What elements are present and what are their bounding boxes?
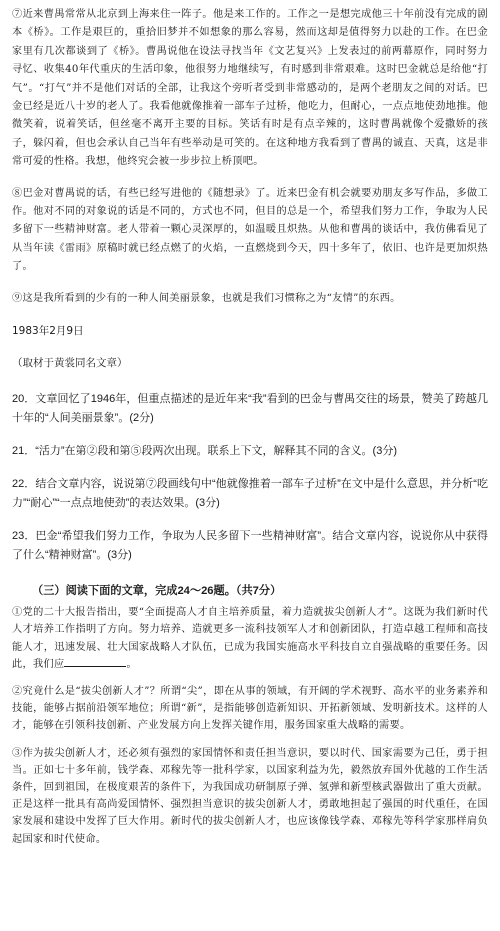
question-22: 22．结合文章内容，说说第⑦段画线句中“他就像推着一部车子过桥”在文中是什么意思，并分析“吃力”“耐心”“一点点地使劲”的表达效果。(3分): [12, 478, 488, 510]
section-3-title: （三）阅读下面的文章，完成24～26题。（共7分）: [32, 585, 282, 598]
essay-date: 1983年2月9日: [12, 325, 84, 338]
section-3-paragraph-1-end: 。: [126, 658, 137, 670]
paragraph-8: ⑧巴金对曹禺说的话，有些已经写进他的《随想录》了。近来巴金有机会就要劝朋友多写作品，多做工作。他对不同的对象说的话是不同的，方式也不同，但目的总是一个，希望我们努力工作，争取为人民多留下一些精神财富。老人带着一颗心灵深厚的，如温暖且炽热。从他和曹禺的谈话中，我仿佛看见了从当年读《雷雨》原稿时就已经点燃了的火焰，一直燃烧到今天，四十多年了，依旧、也许是更加炽热了。: [12, 187, 488, 273]
essay-source: （取材于黄裳同名文章）: [12, 357, 128, 370]
section-3-paragraph-1: [12, 604, 488, 673]
section-3-paragraph-1-text: ①党的二十大报告指出，要“全面提高人才自主培养质量，着力造就拔尖创新人才”。这既为我们新时代人才培养工作指明了方向。努力培养、造就更多一流科技领军人才和创新团队，打造卓越工程师和高技能人才，迅速发展、壮大国家战略人才队伍，已成为我国实施高水平科技自立自强战略的重要任务。因此，我们应: [12, 607, 488, 670]
question-20: 20．文章回忆了1946年，但重点描述的是近年来“我”看到的巴金与曹禺交往的场景，赞美了跨越几十年的“人间美丽景象”。(2分): [12, 393, 488, 425]
paragraph-7: ⑦近来曹禺常常从北京到上海来住一阵子。他是来工作的。工作之一是想完成他三十年前没有完成的剧本《桥》。工作是艰巨的，重拾旧梦并不如想象的那么容易，然而这却是值得努力以赴的工作。在巴金家里有几次都谈到了《桥》。曹禺说他在设法寻找当年《文艺复兴》上发表过的前两幕原作，同时努力寻忆、收集40年代重庆的生活印象，他很努力地继续写，有时感到非常艰难。这时巴金就总是给他“打气”。“打气”并不是他们对话的全部，让我这个旁听者受到非常感动的，是两个老朋友之间的对话。巴金已经是近八十岁的老人了。我看他就像推着一部车子过桥，他吃力，但耐心，一点点地使劲地推。他微笑着，说着笑话，但丝毫不离开主要的目标。笑话有时是有点辛辣的，这时曹禺就像个爱撒娇的孩子，躲闪着，但也会承认自己当年有些举动是可笑的。在这种地方我看到了曹禺的诚直、天真，这是非常可爱的性格。我想，他终究会被一步步拉上桥顶吧。: [12, 9, 488, 168]
section-3-paragraph-2: ②究竟什么是“拔尖创新人才”？所谓“尖”，即在从事的领域，有开阔的学术视野、高水平的业务素养和技能，能够占据前沿领军地位；所谓“新”，是指能够创造新知识、开拓新领域、发明新技术。这样的人才，能够在引领科技创新、产业发展方向上发挥关键作用，服务国家重大战略的需要。: [12, 685, 488, 732]
section-3-paragraph-3: ③作为拔尖创新人才，还必须有强烈的家国情怀和责任担当意识，要以时代、国家需要为己任，勇于担当。正如七十多年前，钱学森、邓稼先等一批科学家，以国家利益为先，毅然放弃国外优越的工作生活条件，回到祖国，在极度艰苦的条件下，为我国成功研制原子弹、氢弹和新型核武器做出了重大贡献。正是这样一批具有高尚爱国情怀、强烈担当意识的拔尖创新人才，勇敢地担起了强国的时代重任，在国家发展和建设中发挥了巨大作用。新时代的拔尖创新人才，也应该像钱学森、邓稼先等科学家那样肩负起国家和时代使命。: [12, 747, 488, 845]
question-21: 21．“活力”在第②段和第⑤段两次出现。联系上下文，解释其不同的含义。(3分): [12, 445, 398, 458]
section-3-article: [12, 604, 488, 848]
essay-continuation: [12, 6, 488, 308]
question-23: 23．巴金“希望我们努力工作，争取为人民多留下一些精神财富”。结合文章内容，说说你从中获得了什么“精神财富”。(3分): [12, 530, 488, 562]
question-list: [12, 390, 488, 565]
paragraph-9: ⑨这是我所看到的少有的一种人间美丽景象，也就是我们习惯称之为“友情”的东西。: [12, 292, 401, 304]
answer-blank[interactable]: [64, 656, 126, 667]
